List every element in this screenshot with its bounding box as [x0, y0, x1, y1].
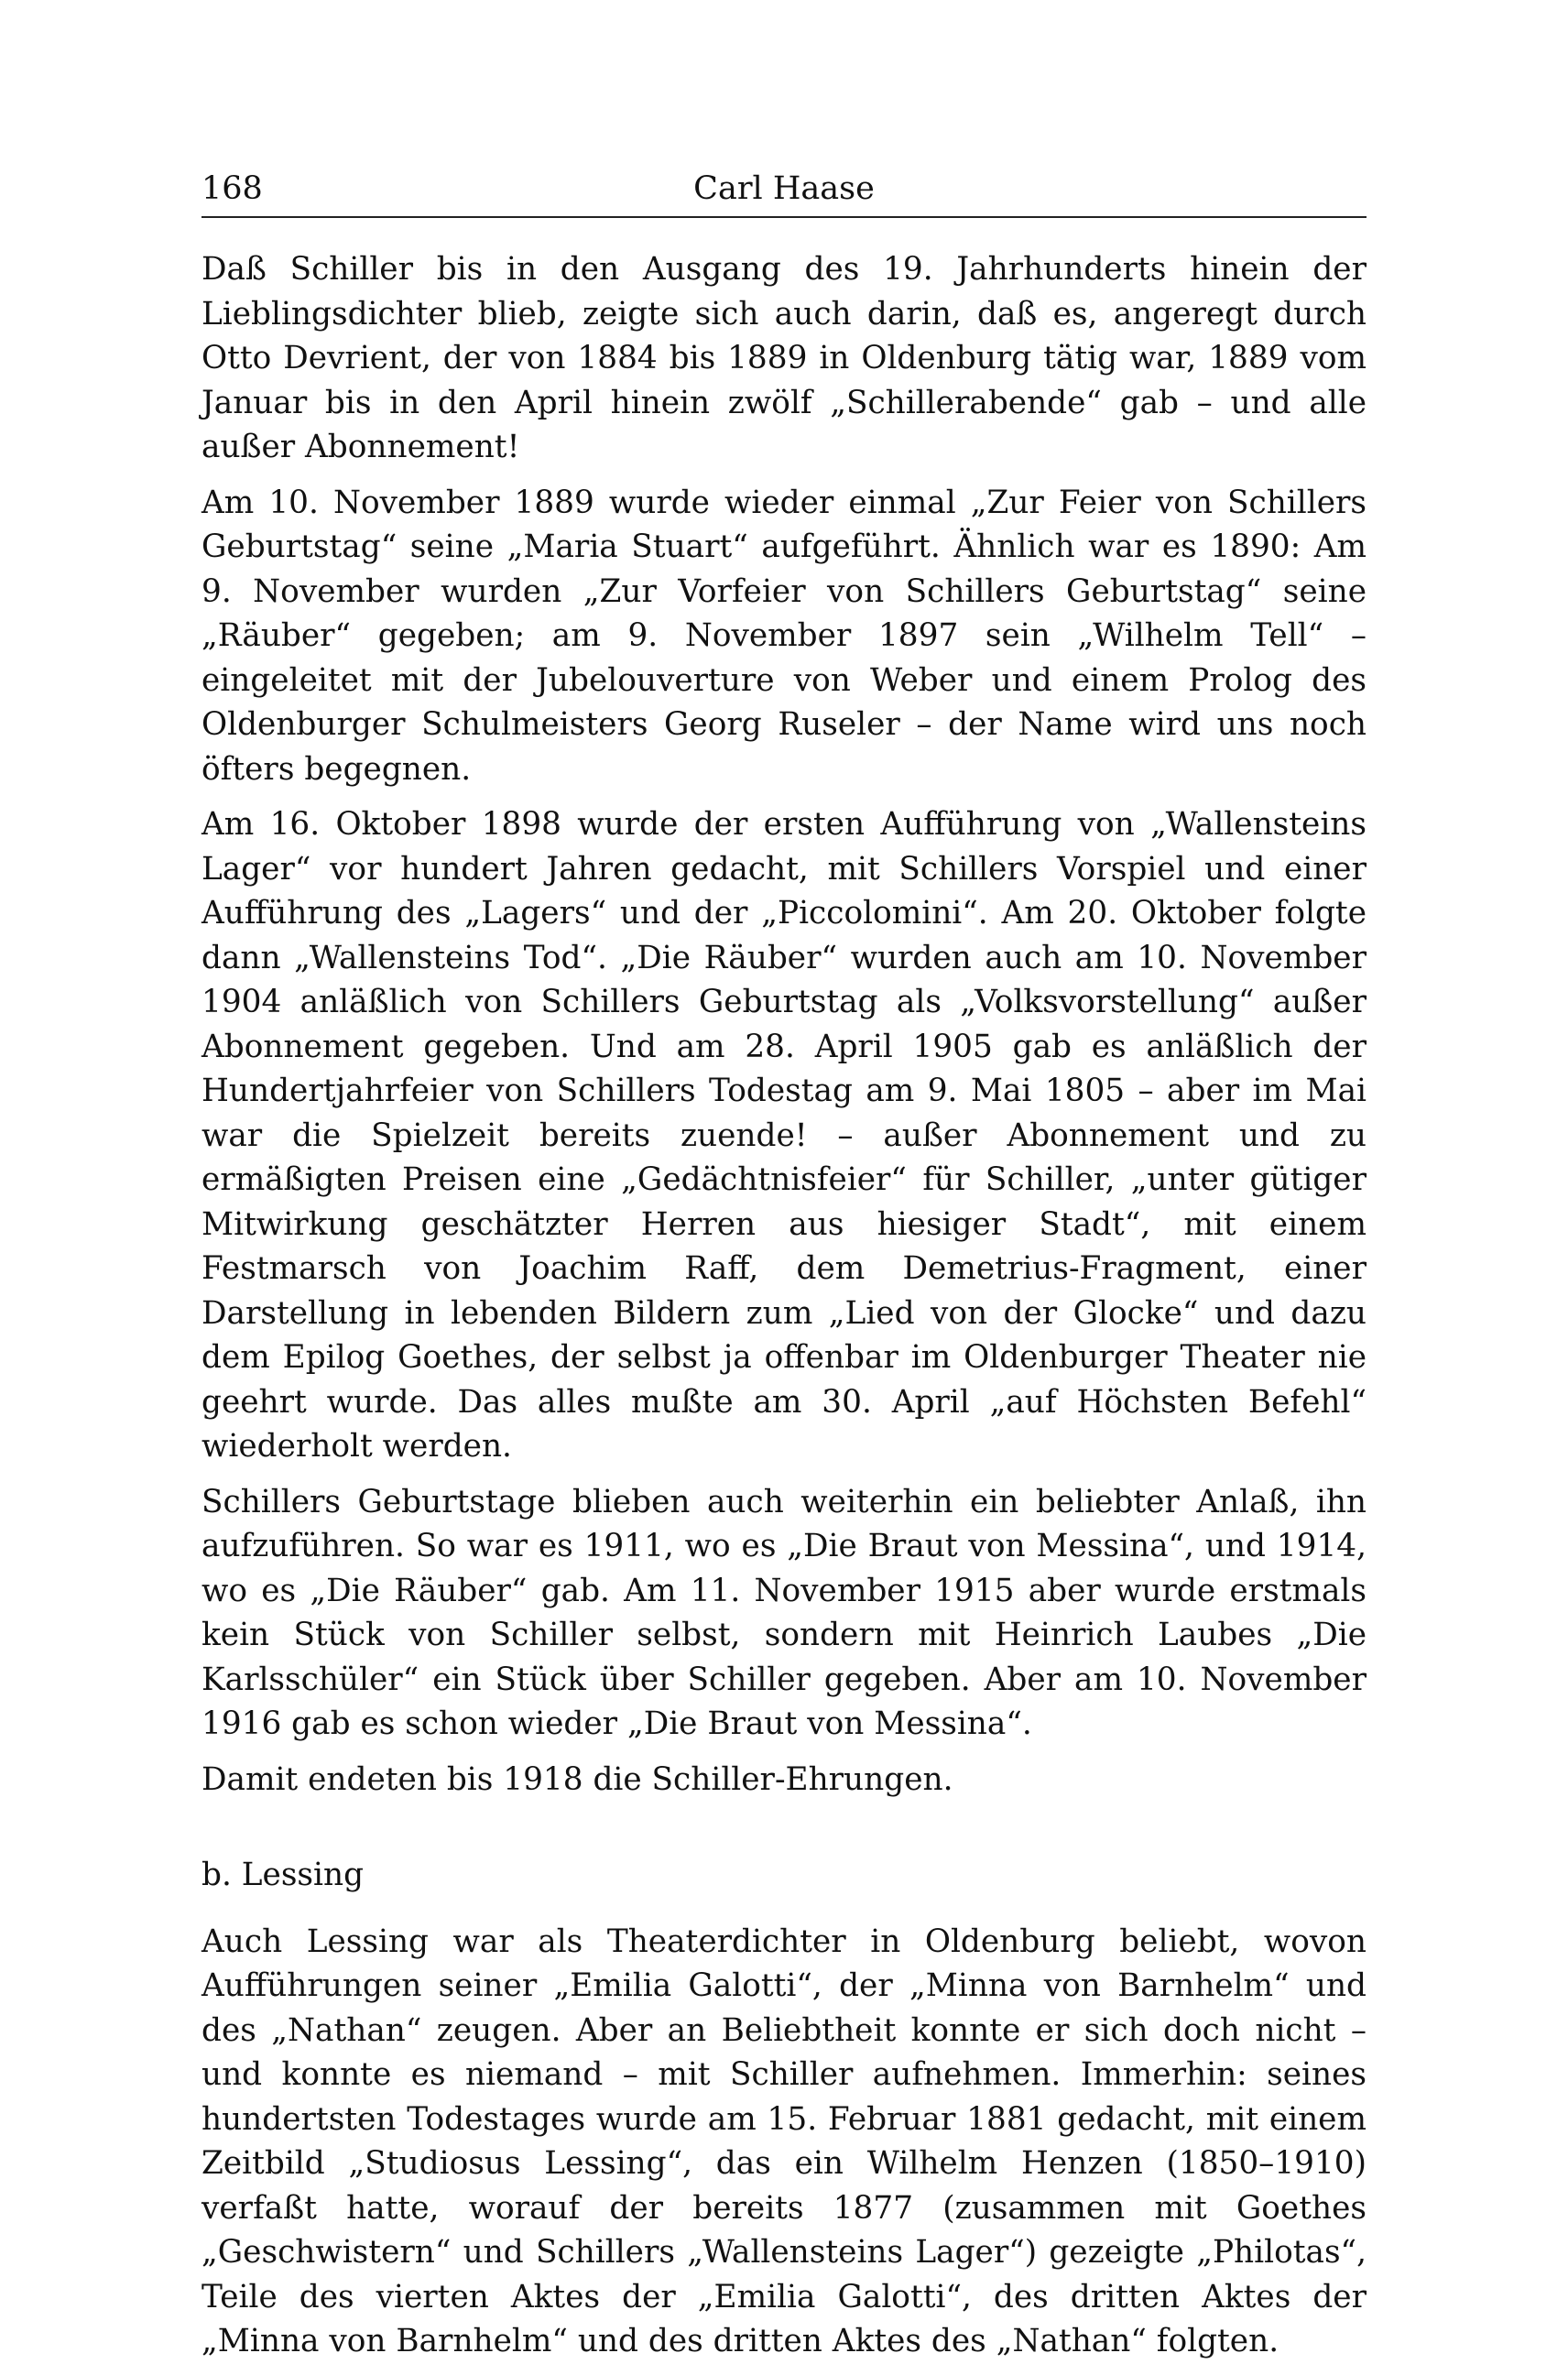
paragraph: Am 16. Oktober 1898 wurde der ersten Aufführung von „Wallensteins Lager“ vor hundert Jahren gedacht, mit Schillers Vorspiel und einer Aufführung des „Lagers“ und der „Piccolomini“. Am 20. Oktober folgte dann „Wallensteins Tod“. „Die Räuber“ wurden auch am 10. November 1904 anläßlich von Schillers Geburtstag als „Volksvorstellung“ außer Abonnement gegeben. Und am 28. April 1905 gab es anläßlich der Hundertjahrfeier von Schillers Todestag am 9. Mai 1805 – aber im Mai war die Spielzeit bereits zuende! – außer Abonnement und zu ermäßigten Preisen eine „Gedächtnisfeier“ für Schiller, „unter gütiger Mitwirkung geschätzter Herren aus hiesiger Stadt“, mit einem Festmarsch von Joachim Raff, dem Demetrius-Fragment, einer Darstellung in lebenden Bildern zum „Lied von der Glocke“ und dazu dem Epilog Goethes, der selbst ja offenbar im Oldenburger Theater nie geehrt wurde. Das alles mußte am 30. April „auf Höchsten Befehl“ wiederholt werden.: [201, 806, 1367, 1465]
paragraph: Am 10. November 1889 wurde wieder einmal „Zur Feier von Schillers Geburtstag“ seine „Maria Stuart“ aufgeführt. Ähnlich war es 1890: Am 9. November wurden „Zur Vorfeier von Schillers Geburtstag“ seine „Räuber“ gegeben; am 9. November 1897 sein „Wilhelm Tell“ – eingeleitet mit der Jubelouverture von Weber und einem Prolog des Oldenburger Schulmeisters Georg Ruseler – der Name wird uns noch öfters begegnen.: [201, 484, 1367, 788]
running-head: Carl Haase: [693, 170, 875, 207]
page-number: 168: [201, 170, 263, 207]
page-header: [201, 165, 1367, 212]
paragraph: Damit endeten bis 1918 die Schiller-Ehrungen.: [201, 1760, 953, 1798]
header-rule: [201, 216, 1367, 218]
body-text: [201, 247, 1367, 2375]
paragraph: Auch Lessing war als Theaterdichter in Oldenburg beliebt, wovon Aufführungen seiner „Emilia Galotti“, der „Minna von Barnhelm“ und des „Nathan“ zeugen. Aber an Beliebtheit konnte er sich doch nicht – und konnte es niemand – mit Schiller aufnehmen. Immerhin: seines hundertsten Todestages wurde am 15. Februar 1881 gedacht, mit einem Zeitbild „Studiosus Lessing“, das ein Wilhelm Henzen (1850–1910) verfaßt hatte, worauf der bereits 1877 (zusammen mit Goethes „Geschwistern“ und Schillers „Wallensteins Lager“) gezeigte „Philotas“, Teile des vierten Aktes der „Emilia Galotti“, des dritten Aktes der „Minna von Barnhelm“ und des dritten Aktes des „Nathan“ folgten.: [201, 1923, 1367, 2359]
paragraph: Daß Schiller bis in den Ausgang des 19. Jahrhunderts hinein der Lieblingsdichter blieb, zeigte sich auch darin, daß es, angeregt durch Otto Devrient, der von 1884 bis 1889 in Oldenburg tätig war, 1889 vom Januar bis in den April hinein zwölf „Schillerabende“ gab – und alle außer Abonnement!: [201, 251, 1367, 465]
paragraph: Schillers Geburtstage blieben auch weiterhin ein beliebter Anlaß, ihn aufzuführen. So war es 1911, wo es „Die Braut von Messina“, und 1914, wo es „Die Räuber“ gab. Am 11. November 1915 aber wurde erstmals kein Stück von Schiller selbst, sondern mit Heinrich Laubes „Die Karlsschüler“ ein Stück über Schiller gegeben. Aber am 10. November 1916 gab es schon wieder „Die Braut von Messina“.: [201, 1483, 1367, 1742]
section-heading: b. Lessing: [201, 1857, 365, 1893]
